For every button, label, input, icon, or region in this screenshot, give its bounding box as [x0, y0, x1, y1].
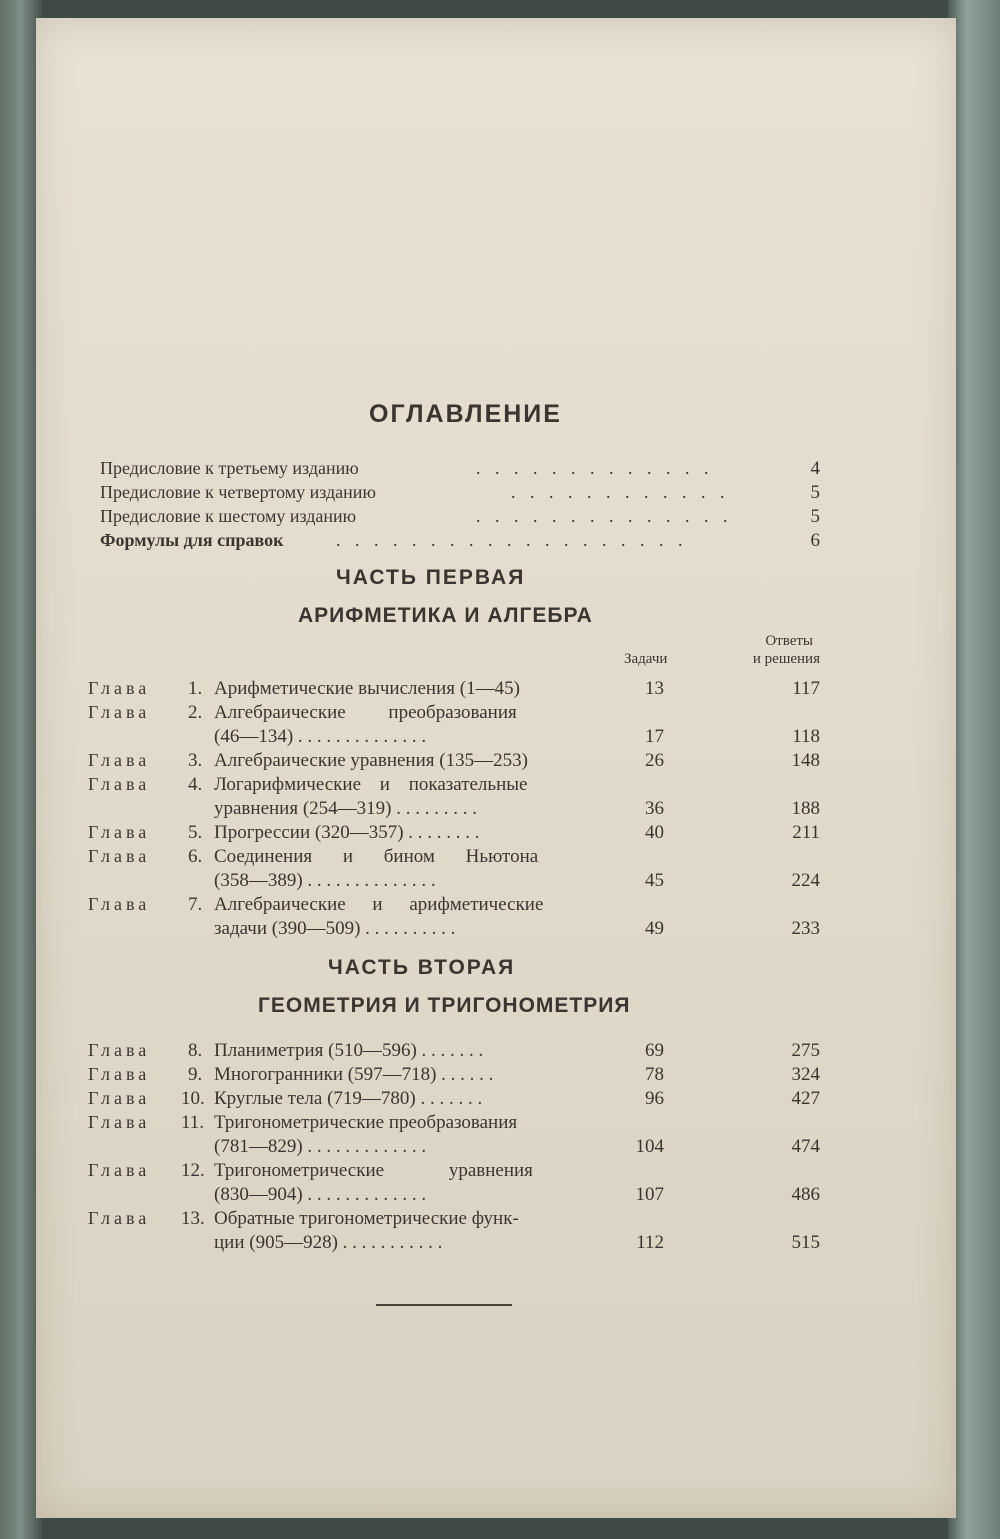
chapter-word: Глава — [88, 678, 151, 698]
chapter-answers-page: 474 — [791, 1136, 820, 1157]
chapter-title-line: Логарифмические и показательные — [214, 774, 528, 795]
chapter-number: 12. — [181, 1160, 205, 1181]
chapter-answers-page: 211 — [792, 822, 820, 843]
preface-item-page: 6 — [810, 530, 820, 551]
chapter-answers-page: 188 — [791, 798, 820, 819]
chapter-tasks-page: 78 — [645, 1064, 664, 1085]
chapter-word: Глава — [88, 702, 151, 722]
chapter-tasks-page: 96 — [645, 1088, 664, 1109]
column-header-answers-line2: и решения — [752, 651, 820, 667]
chapter-title-line: Обратные тригонометрические функ- — [214, 1208, 519, 1229]
chapter-word: Глава — [88, 846, 151, 866]
chapter-answers-page: 118 — [792, 726, 820, 747]
chapter-answers-page: 275 — [791, 1040, 820, 1061]
chapter-title-line: Прогрессии (320—357) . . . . . . . . — [214, 822, 480, 843]
chapter-tasks-page: 49 — [645, 918, 664, 939]
preface-item-label: Предисловие к шестому изданию — [100, 506, 357, 526]
chapter-title-line: Арифметические вычисления (1—45) — [214, 678, 520, 699]
part-two-heading: ЧАСТЬ ВТОРАЯ — [328, 956, 516, 979]
chapter-title-line: (46—134) . . . . . . . . . . . . . . — [214, 726, 427, 747]
chapter-word: Глава — [88, 894, 151, 914]
chapter-tasks-page: 13 — [645, 678, 664, 699]
chapter-tasks-page: 40 — [645, 822, 664, 843]
chapter-title-line: Соединения и бином Ньютона — [214, 846, 539, 867]
closing-rule — [376, 1304, 512, 1306]
chapter-word: Глава — [88, 1112, 151, 1132]
chapter-title-line: ции (905—928) . . . . . . . . . . . — [214, 1232, 443, 1253]
chapter-word: Глава — [88, 1040, 151, 1060]
chapter-title-line: (358—389) . . . . . . . . . . . . . . — [214, 870, 436, 891]
chapter-word: Глава — [88, 1064, 151, 1084]
preface-item-dots: . . . . . . . . . . . . . . — [476, 506, 733, 526]
chapter-answers-page: 486 — [791, 1184, 820, 1205]
chapter-tasks-page: 26 — [645, 750, 664, 771]
chapter-title-line: Тригонометрические преобразования — [214, 1112, 518, 1133]
chapter-answers-page: 148 — [791, 750, 820, 771]
chapter-number: 7. — [188, 894, 203, 915]
chapter-tasks-page: 69 — [645, 1040, 664, 1061]
preface-item-dots: . . . . . . . . . . . . . — [476, 458, 714, 478]
chapter-title-line: Алгебраические уравнения (135—253) — [214, 750, 528, 771]
chapter-title-line: задачи (390—509) . . . . . . . . . . — [214, 918, 456, 939]
chapter-number: 6. — [188, 846, 203, 867]
part-one-title: АРИФМЕТИКА И АЛГЕБРА — [298, 604, 593, 627]
chapter-answers-page: 233 — [791, 918, 820, 939]
chapter-title-line: Тригонометрические уравнения — [214, 1160, 533, 1181]
chapter-number: 3. — [188, 750, 203, 771]
part-one-heading: ЧАСТЬ ПЕРВАЯ — [336, 566, 526, 589]
chapter-title-line: Алгебраические и арифметические — [214, 894, 544, 915]
part-two-title: ГЕОМЕТРИЯ И ТРИГОНОМЕТРИЯ — [258, 994, 631, 1017]
preface-item-label: Предисловие к третьему изданию — [100, 458, 359, 478]
chapter-tasks-page: 107 — [635, 1184, 664, 1205]
chapter-number: 10. — [181, 1088, 205, 1109]
chapter-number: 9. — [188, 1064, 203, 1085]
chapter-title-line: Алгебраические преобразования — [214, 702, 517, 723]
column-header-answers-line1: Ответы — [765, 633, 813, 649]
preface-item-dots: . . . . . . . . . . . . — [511, 482, 730, 502]
preface-item-page: 5 — [810, 506, 820, 527]
chapter-number: 1. — [188, 678, 203, 699]
chapter-tasks-page: 104 — [635, 1136, 664, 1157]
preface-item-page: 4 — [810, 458, 820, 479]
column-header-tasks: Задачи — [624, 651, 668, 667]
preface-item-label: Предисловие к четвертому изданию — [100, 482, 376, 502]
chapter-title-line: уравнения (254—319) . . . . . . . . . — [214, 798, 477, 819]
chapter-answers-page: 324 — [791, 1064, 820, 1085]
chapter-number: 13. — [181, 1208, 205, 1229]
book-page — [36, 18, 956, 1518]
chapter-number: 5. — [188, 822, 203, 843]
chapter-number: 4. — [188, 774, 203, 795]
chapter-answers-page: 117 — [792, 678, 820, 699]
chapter-title-line: Многогранники (597—718) . . . . . . — [214, 1064, 494, 1085]
chapter-title-line: (781—829) . . . . . . . . . . . . . — [214, 1136, 427, 1157]
chapter-answers-page: 515 — [791, 1232, 820, 1253]
chapter-title-line: Планиметрия (510—596) . . . . . . . — [214, 1040, 484, 1061]
page-title: ОГЛАВЛЕНИЕ — [369, 400, 562, 428]
chapter-number: 2. — [188, 702, 203, 723]
chapter-tasks-page: 17 — [645, 726, 664, 747]
chapter-tasks-page: 45 — [645, 870, 664, 891]
chapter-answers-page: 224 — [791, 870, 820, 891]
chapter-number: 8. — [188, 1040, 203, 1061]
chapter-word: Глава — [88, 750, 151, 770]
preface-item-dots: . . . . . . . . . . . . . . . . . . . — [336, 530, 688, 550]
chapter-tasks-page: 36 — [645, 798, 664, 819]
chapter-word: Глава — [88, 1208, 151, 1228]
chapter-tasks-page: 112 — [636, 1232, 664, 1253]
chapter-word: Глава — [88, 822, 151, 842]
preface-item-label: Формулы для справок — [100, 530, 284, 550]
chapter-answers-page: 427 — [791, 1088, 820, 1109]
preface-item-page: 5 — [810, 482, 820, 503]
chapter-word: Глава — [88, 774, 151, 794]
chapter-word: Глава — [88, 1088, 151, 1108]
chapter-title-line: (830—904) . . . . . . . . . . . . . — [214, 1184, 427, 1205]
chapter-number: 11. — [181, 1112, 205, 1133]
chapter-title-line: Круглые тела (719—780) . . . . . . . — [214, 1088, 483, 1109]
chapter-word: Глава — [88, 1160, 151, 1180]
